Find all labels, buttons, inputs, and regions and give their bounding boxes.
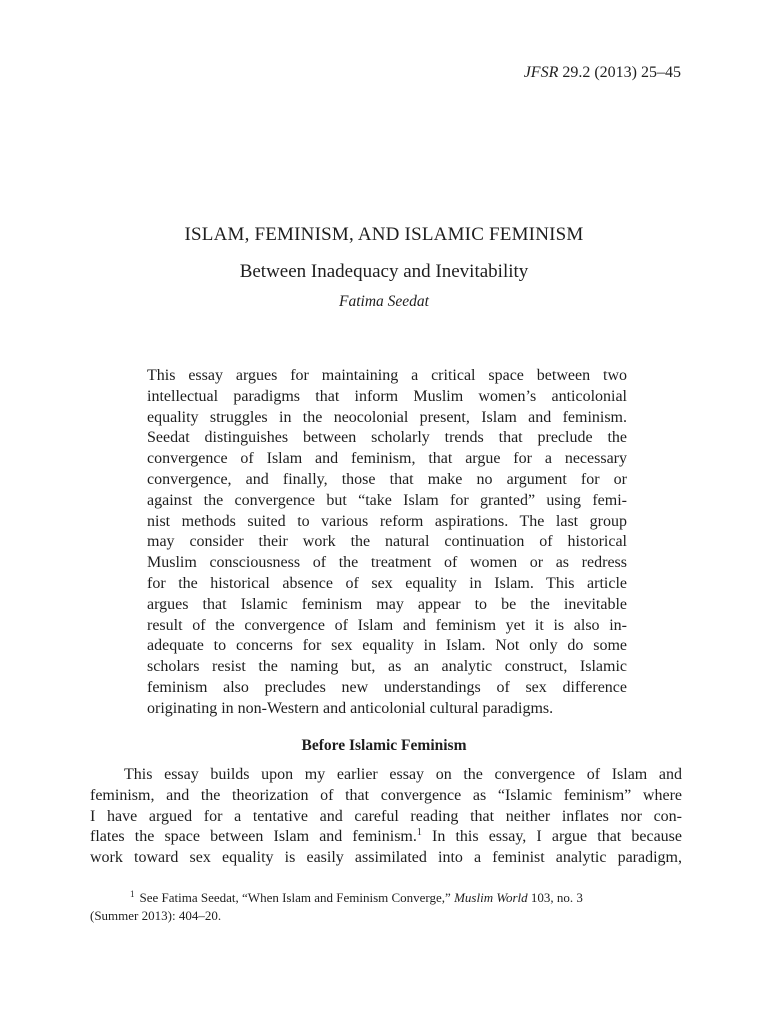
abstract-line: convergence, and finally, those that make no argument for or: [147, 470, 627, 488]
footnote-text-after: 103, no. 3: [527, 890, 583, 905]
body-line-part: flates the space between Islam and feminism.: [90, 828, 417, 846]
footnote-mark: 1: [130, 889, 135, 899]
journal-citation: 29.2 (2013) 25–45: [558, 64, 681, 81]
body-line: This essay builds upon my earlier essay on the convergence of Islam and: [124, 766, 682, 783]
body-paragraph: [90, 765, 682, 869]
footnote: [90, 885, 682, 925]
body-line: I have argued for a tentative and careful reading that neither inflates nor con-: [90, 807, 682, 825]
article-title: ISLAM, FEMINISM, AND ISLAMIC FEMINISM: [184, 224, 584, 245]
abstract-line: adequate to concerns for sex equality in Islam. Not only do some: [147, 637, 627, 655]
abstract-line: scholars resist the naming but, as an analytic construct, Islamic: [147, 658, 627, 676]
body-line: work toward sex equality is easily assimilated into a feminist analytic paradigm,: [90, 849, 682, 867]
abstract-line: argues that Islamic feminism may appear to be the inevitable: [147, 595, 627, 613]
abstract-line: originating in non-Western and anticolonial cultural paradigms.: [147, 699, 554, 717]
abstract-line: against the convergence but “take Islam for granted” using femi-: [147, 491, 627, 509]
article-author: Fatima Seedat: [339, 293, 429, 310]
footnote-journal: Muslim World: [454, 890, 528, 905]
abstract-line: Muslim consciousness of the treatment of women or as redress: [147, 554, 627, 572]
abstract-line: intellectual paradigms that inform Muslim women’s anticolonial: [147, 387, 627, 405]
abstract-line: equality struggles in the neocolonial present, Islam and feminism.: [147, 408, 627, 426]
footnote-reference[interactable]: 1: [416, 827, 422, 839]
abstract-line: convergence of Islam and feminism, that argue for a necessary: [147, 450, 627, 468]
abstract-line: nist methods suited to various reform aspirations. The last group: [147, 512, 627, 530]
body-line-with-note: [90, 827, 682, 848]
footnote-line: [90, 885, 682, 907]
footnote-line: (Summer 2013): 404–20.: [90, 908, 222, 923]
abstract-line: feminism also precludes new understandings of sex difference: [147, 678, 627, 696]
body-line: feminism, and the theorization of that convergence as “Islamic feminism” where: [90, 786, 682, 804]
abstract-line: may consider their work the natural continuation of historical: [147, 533, 627, 551]
abstract-line: Seedat distinguishes between scholarly trends that preclude the: [147, 429, 627, 447]
abstract-line: for the historical absence of sex equality in Islam. This article: [147, 574, 627, 592]
running-head: [524, 64, 681, 82]
abstract: [147, 366, 627, 720]
article-subtitle: Between Inadequacy and Inevitability: [239, 261, 529, 282]
journal-abbrev: JFSR: [523, 64, 559, 81]
abstract-line: This essay argues for maintaining a critical space between two: [147, 367, 627, 384]
body-line-part: In this essay, I argue that because: [432, 828, 683, 846]
abstract-line: result of the convergence of Islam and feminism yet it is also in-: [147, 616, 627, 634]
footnote-text: See Fatima Seedat, “When Islam and Feminism Converge,”: [139, 890, 455, 905]
section-heading: Before Islamic Feminism: [301, 737, 467, 754]
